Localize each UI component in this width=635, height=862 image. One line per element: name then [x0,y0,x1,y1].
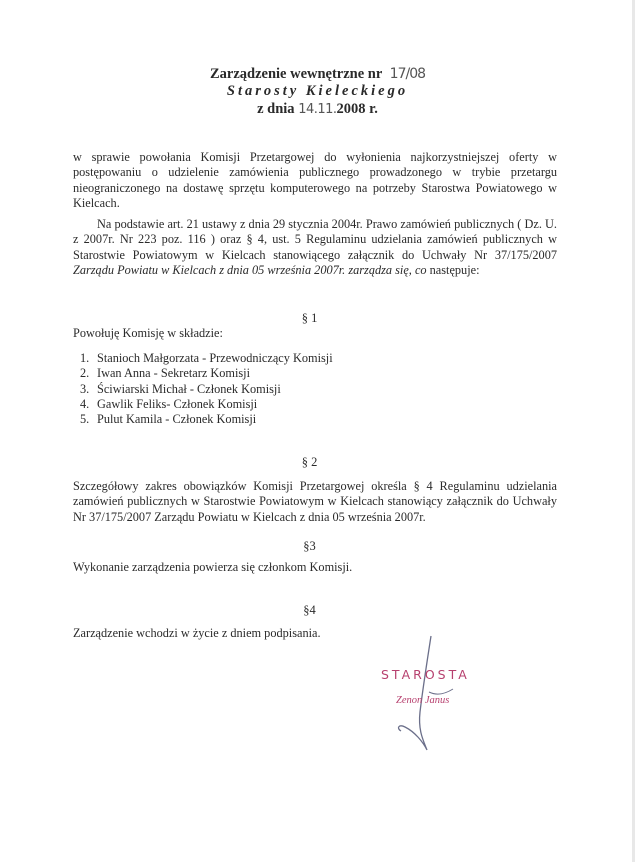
subject-paragraph: w sprawie powołania Komisji Przetargowej do wyłonienia najkorzystniejszej oferty w postępowaniu o udzielenie zamówienia publicznego prowadzonego w trybie przetargu nieograniczonego na dostawę sprzętu komputerowego na potrzeby Starostwa Powiatowego w Kielcach. [73,150,557,210]
document-date [0,101,635,118]
list-item-text: Gawlik Feliks- Członek Komisji [97,396,258,411]
legal-basis-ending: następuje: [429,262,480,277]
list-item-text: Pulut Kamila - Członek Komisji [97,412,257,427]
section-2-heading: § 2 [301,455,318,469]
section-4-text: Zarządzenie wchodzi w życie z dniem podpisania. [73,626,321,640]
legal-basis-text: Na podstawie art. 21 ustawy z dnia 29 stycznia 2004r. Prawo zamówień publicznych ( Dz. U. z 2007r. Nr 223 poz. 116 ) oraz § 4, ust. 5 Regulaminu udzielania zamówień publicznych w Starostwie Powiatowym w Kielcach stanowiącego załącznik do Uchwały Nr 37/175/2007 [73,217,557,262]
stamp-title: STAROSTA [381,667,470,682]
commission-members-list [80,351,333,427]
section-1-heading: § 1 [301,311,318,325]
legal-basis-italic: Zarządu Powiatu w Kielcach z dnia 05 września 2007r. zarządza się, co [73,262,427,277]
list-item [80,397,333,412]
list-item-text: Iwan Anna - Sekretarz Komisji [97,366,250,381]
date-prefix: z dnia [257,101,295,117]
handwritten-order-number: 17/08 [389,66,426,82]
document-title [0,66,635,83]
list-item-number: 5. [80,412,90,427]
issuing-authority: Starosty Kieleckiego [226,83,409,99]
section-3-text: Wykonanie zarządzenia powierza się członkom Komisji. [73,560,353,574]
list-item-text: Stanioch Małgorzata - Przewodniczący Komisji [97,351,333,365]
list-item [80,382,333,397]
section-3-heading: §3 [303,539,316,553]
list-item-number: 2. [80,366,90,381]
handwritten-date: 14.11. [298,102,337,117]
section-4-heading: §4 [303,603,316,617]
date-suffix: 2008 r. [336,101,378,117]
list-item [80,351,333,366]
title-prefix: Zarządzenie wewnętrzne nr [209,66,383,82]
list-item [80,412,333,427]
list-item-number: 1. [80,351,90,365]
stamp-name: Zenon Janus [396,695,450,706]
list-item [80,366,333,381]
section-2-text: Szczegółowy zakres obowiązków Komisji Przetargowej określa § 4 Regulaminu udzielania zamówień publicznych w Starostwie Powiatowym w Kielcach stanowiący załącznik do Uchwały Nr 37/175/2007 Zarządu Powiatu w Kielcach z dnia 05 września 2007r. [73,479,557,524]
list-item-number: 3. [80,381,90,396]
list-item-number: 4. [80,396,90,411]
legal-basis-paragraph [73,217,557,278]
section-1-lead: Powołuję Komisję w składzie: [73,326,223,340]
list-item-text: Ściwiarski Michał - Członek Komisji [97,381,281,396]
